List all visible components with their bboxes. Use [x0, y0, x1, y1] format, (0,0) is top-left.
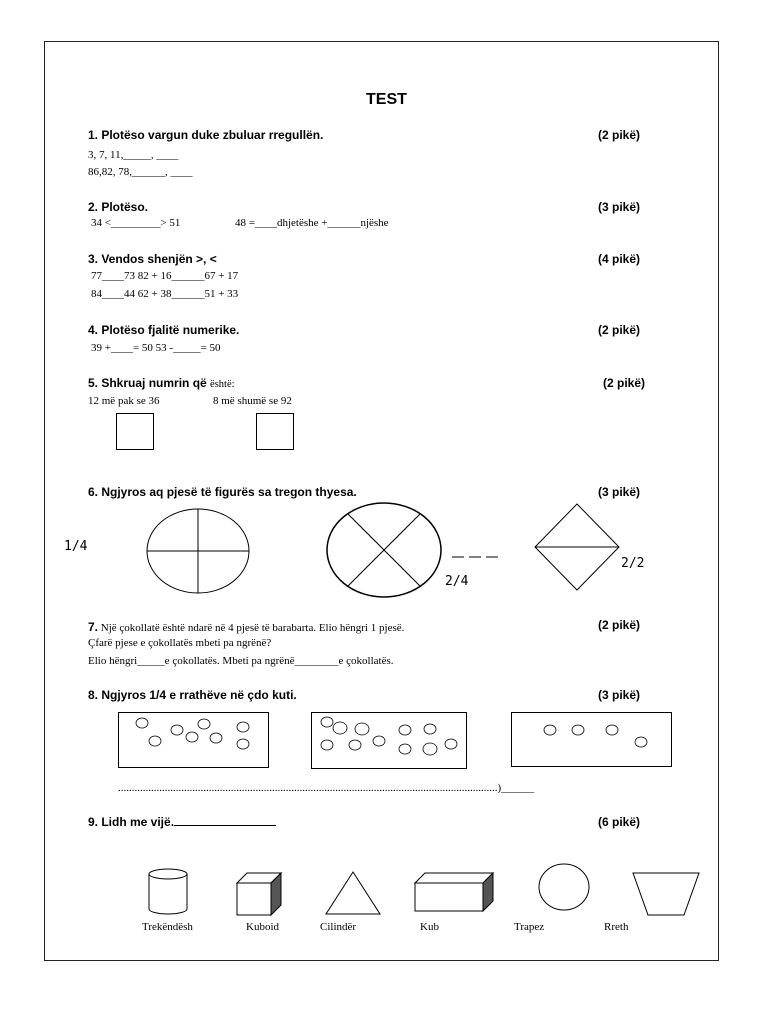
- q3-line1: 77____73 82 + 16______67 + 17: [91, 270, 239, 282]
- shape-label-trekendesh[interactable]: Trekëndësh: [142, 921, 193, 933]
- shape-label-cilinder[interactable]: Cilindër: [320, 921, 357, 933]
- circle-icon[interactable]: [538, 863, 590, 911]
- circles-box-2[interactable]: [311, 712, 467, 769]
- q5-points: (2 pikë): [603, 376, 646, 390]
- q2-points: (3 pikë): [598, 200, 641, 214]
- q1-line1: 3, 7, 11,_____, ____: [88, 149, 179, 161]
- q6-points: (3 pikë): [598, 485, 641, 499]
- page-title: TEST: [366, 91, 407, 108]
- q8-answer-line[interactable]: ..........................................................................................................................................)______: [118, 782, 535, 794]
- q2-line2: 48 =____dhjetëshe +______njëshe: [235, 217, 389, 229]
- q5-item1: 12 më pak se 36: [88, 395, 160, 407]
- q3-text: 3. Vendos shenjën >, <: [88, 252, 217, 266]
- q9-points: (6 pikë): [598, 815, 641, 829]
- answer-box-2[interactable]: [256, 413, 294, 450]
- q5-item2: 8 më shumë se 92: [213, 395, 292, 407]
- q7-line3: Elio hëngri_____e çokollatës. Mbeti pa ngrënë________e çokollatës.: [88, 655, 394, 667]
- q9-text: [88, 815, 276, 829]
- q2-line1: 34 <_________> 51: [91, 217, 181, 229]
- shape-label-rreth[interactable]: Rreth: [604, 921, 629, 933]
- q4-text: 4. Plotëso fjalitë numerike.: [88, 323, 240, 337]
- q3-line2: 84____44 62 + 38______51 + 33: [91, 288, 239, 300]
- q1-text: 1. Plotëso vargun duke zbuluar rregullën.: [88, 128, 324, 142]
- trapezoid-icon[interactable]: [632, 872, 700, 916]
- circles-box-1[interactable]: [118, 712, 269, 768]
- diamond-icon[interactable]: [534, 503, 620, 591]
- q1-line2: 86,82, 78,______, ____: [88, 166, 193, 178]
- fraction-1-4: 1/4: [64, 539, 88, 554]
- q8-points: (3 pikë): [598, 688, 641, 702]
- shape-label-kuboid[interactable]: Kuboid: [246, 921, 279, 933]
- q2-text: 2. Plotëso.: [88, 200, 149, 214]
- cuboid-icon[interactable]: [414, 872, 494, 912]
- q5-text: [88, 376, 235, 390]
- ellipse-quarters-icon[interactable]: [146, 508, 250, 594]
- dash-line-icon: [452, 556, 500, 560]
- q6-text: 6. Ngjyros aq pjesë të figurës sa tregon thyesa.: [88, 485, 357, 499]
- q9-label: 9. Lidh me vijë.: [88, 815, 175, 829]
- q7-text: Një çokollatë është ndarë në 4 pjesë të barabarta. Elio hëngri 1 pjesë.: [100, 622, 405, 634]
- q5-text-small: është:: [210, 379, 235, 390]
- fraction-2-2: 2/2: [621, 556, 645, 571]
- cylinder-icon[interactable]: [148, 868, 188, 916]
- circles-box-3[interactable]: [511, 712, 672, 767]
- shape-label-trapez[interactable]: Trapez: [514, 921, 545, 933]
- q7-line1: [88, 620, 404, 634]
- q7-line2: Çfarë pjese e çokollatës mbeti pa ngrënë?: [88, 637, 272, 649]
- q7-number: 7.: [88, 620, 99, 634]
- q8-text: 8. Ngjyros 1/4 e rrathëve në çdo kuti.: [88, 688, 297, 702]
- q1-points: (2 pikë): [598, 128, 641, 142]
- answer-box-1[interactable]: [116, 413, 154, 450]
- ellipse-cross-icon[interactable]: [326, 502, 442, 598]
- q4-line1: 39 +____= 50 53 -_____= 50: [91, 342, 221, 354]
- fraction-2-4: 2/4: [445, 574, 469, 589]
- q7-points: (2 pikë): [598, 618, 641, 632]
- q4-points: (2 pikë): [598, 323, 641, 337]
- shape-label-kub[interactable]: Kub: [420, 921, 439, 933]
- q5-text-main: 5. Shkruaj numrin që: [88, 376, 207, 390]
- cube-icon[interactable]: [236, 872, 282, 916]
- triangle-icon[interactable]: [325, 871, 381, 915]
- q9-underline: [174, 824, 276, 826]
- q3-points: (4 pikë): [598, 252, 641, 266]
